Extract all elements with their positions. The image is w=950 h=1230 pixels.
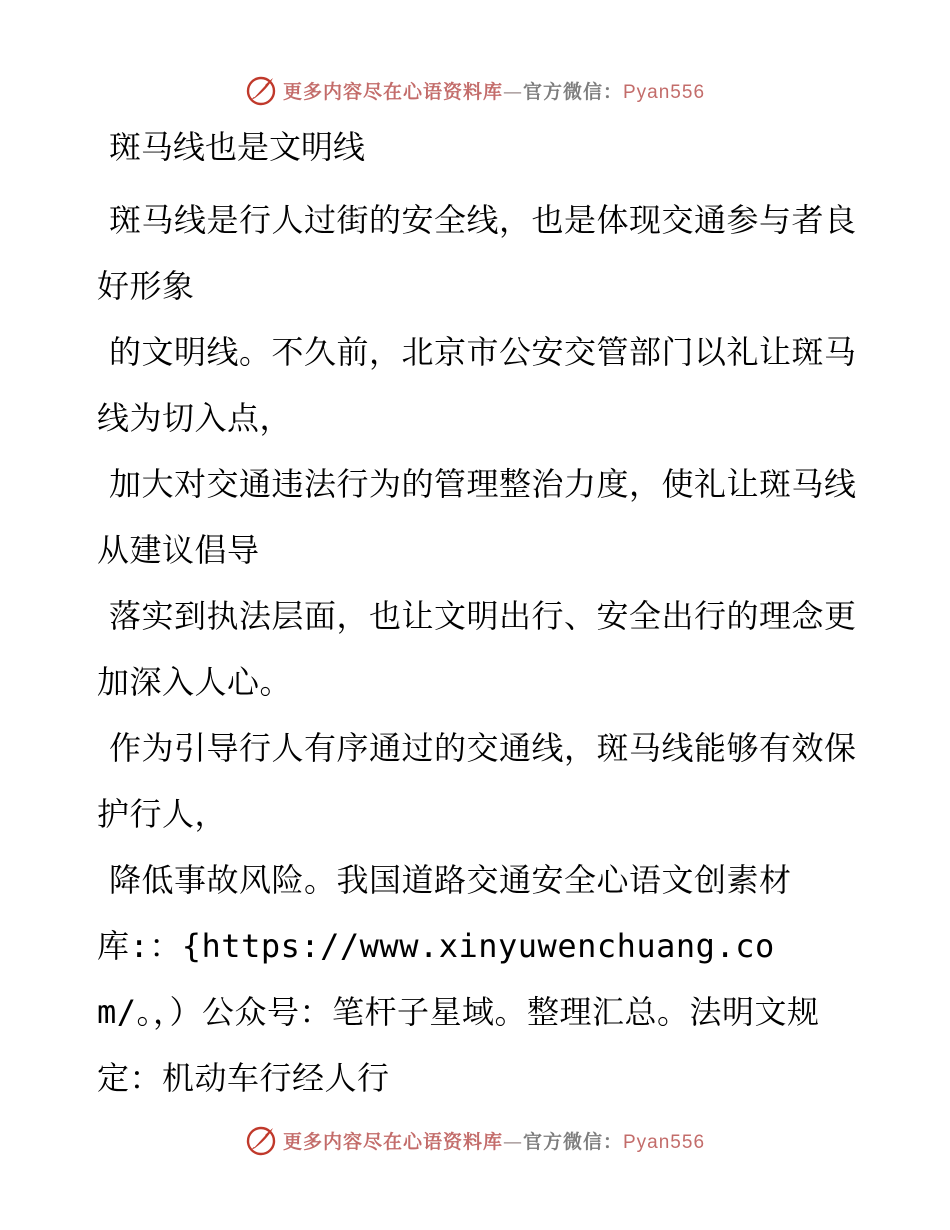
quill-logo-icon (245, 1124, 277, 1156)
paragraph: 降低事故风险。我国道路交通安全心语文创素材库:：{https://www.xinyuwenchuang.com/。，）公众号：笔杆子星域。整理汇总。法明文规定：机动车行经人行 (97, 861, 820, 1097)
banner-text (283, 1127, 705, 1154)
banner-wechat-id: Pyan556 (623, 81, 706, 103)
document-title: 斑马线也是文明线 (109, 128, 366, 166)
banner-site-name: 更多内容尽在心语资料库 (282, 80, 503, 103)
document-body (97, 124, 857, 1111)
banner-wechat-label: 官方微信： (522, 80, 623, 103)
banner-wechat-label: 官方微信： (522, 1130, 623, 1153)
header-banner (0, 70, 950, 110)
banner-wechat-id: Pyan556 (623, 1131, 706, 1153)
banner-text (283, 77, 705, 104)
paragraph: 的文明线。不久前，北京市公安交管部门以礼让斑马线为切入点， (97, 333, 857, 437)
paragraph: 斑马线是行人过街的安全线，也是体现交通参与者良好形象 (97, 201, 857, 305)
paragraph: 落实到执法层面，也让文明出行、安全出行的理念更加深入人心。 (97, 597, 857, 701)
banner-site-name: 更多内容尽在心语资料库 (282, 1130, 503, 1153)
banner-dash: — (502, 80, 523, 103)
quill-logo-icon (245, 74, 277, 106)
paragraph: 作为引导行人有序通过的交通线，斑马线能够有效保护行人， (97, 729, 857, 833)
footer-banner (0, 1120, 950, 1160)
banner-dash: — (502, 1130, 523, 1153)
paragraph: 加大对交通违法行为的管理整治力度，使礼让斑马线从建议倡导 (97, 465, 857, 569)
